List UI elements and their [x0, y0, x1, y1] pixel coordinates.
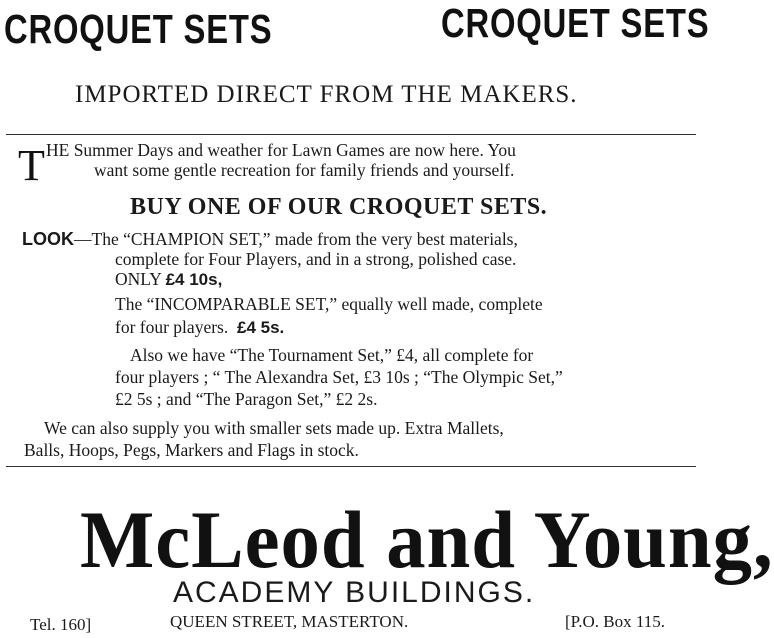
footer-po-box: [P.O. Box 115.	[565, 612, 665, 631]
champion-line-2: complete for Four Players, and in a strong, polished case.	[115, 249, 517, 269]
champion-line-1	[22, 228, 518, 250]
incomparable-price: £4 5s.	[236, 318, 285, 337]
extras-line-2: Balls, Hoops, Pegs, Markers and Flags in stock.	[24, 440, 359, 460]
bottom-rule	[6, 466, 696, 467]
footer-street: QUEEN STREET, MASTERTON.	[170, 612, 409, 631]
call-to-action: BUY ONE OF OUR CROQUET SETS.	[130, 194, 548, 220]
firm-name: McLeod and Young,	[80, 494, 774, 585]
intro-line-1: HE Summer Days and weather for Lawn Games are now here. You	[46, 140, 516, 160]
address: ACADEMY BUILDINGS.	[173, 576, 536, 609]
others-line-2: four players ; “ The Alexandra Set, £3 10s ; “The Olympic Set,”	[115, 367, 563, 387]
champion-line-3	[115, 268, 222, 291]
subheadline: IMPORTED DIRECT FROM THE MAKERS.	[75, 81, 578, 108]
look-label: LOOK	[22, 229, 74, 249]
incomparable-text-2: for four players.	[115, 317, 229, 337]
others-line-3: £2 5s ; and “The Paragon Set,” £2 2s.	[115, 389, 378, 409]
dropcap: T	[18, 141, 45, 190]
intro-line-2: want some gentle recreation for family friends and yourself.	[94, 160, 515, 180]
champion-text-1: —The “CHAMPION SET,” made from the very best materials,	[74, 229, 518, 249]
champion-price: £4 10s,	[165, 270, 223, 289]
top-rule	[6, 134, 696, 135]
footer-tel: Tel. 160]	[30, 615, 92, 634]
only-label: ONLY	[115, 269, 162, 289]
headline-left: CROQUET SETS	[4, 6, 273, 52]
extras-line-1: We can also supply you with smaller sets made up. Extra Mallets,	[44, 418, 504, 438]
incomparable-line-1: The “INCOMPARABLE SET,” equally well made, complete	[115, 294, 543, 314]
incomparable-line-2	[115, 316, 284, 339]
headline-right: CROQUET SETS	[441, 0, 710, 46]
others-line-1: Also we have “The Tournament Set,” £4, all complete for	[130, 345, 534, 365]
